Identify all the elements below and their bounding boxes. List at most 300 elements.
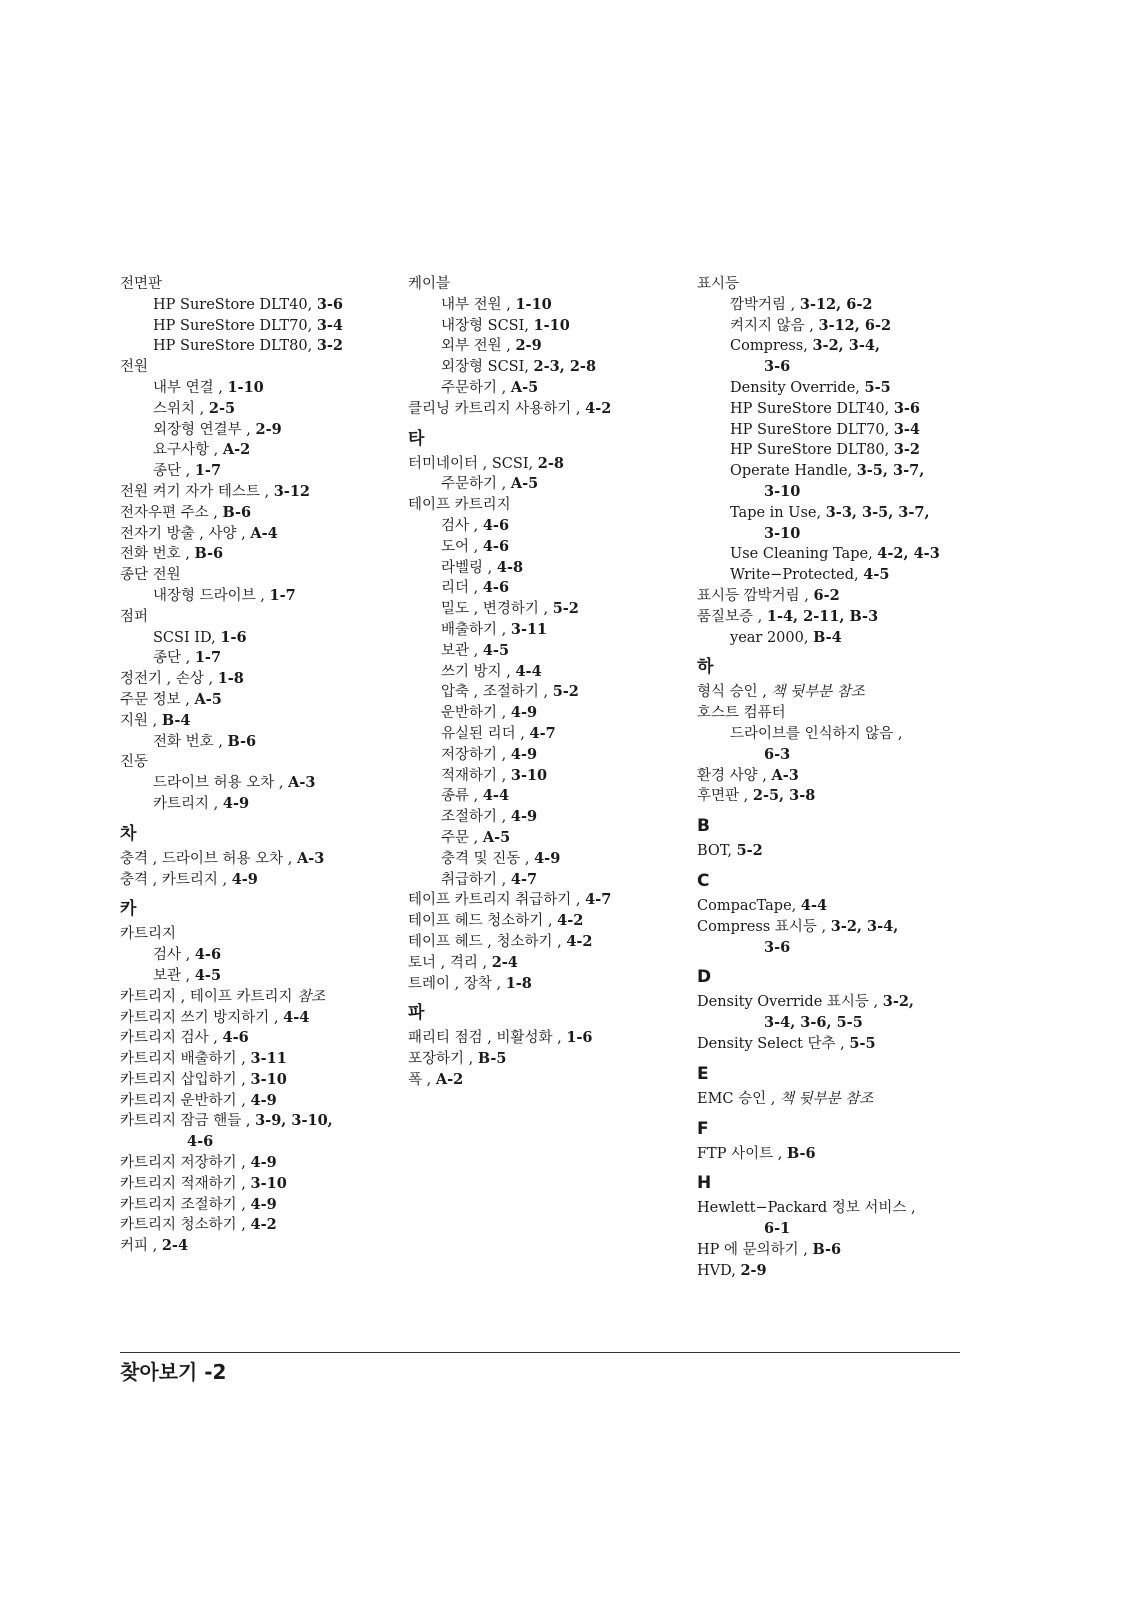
page-reference: 3-11 (250, 1050, 287, 1068)
entry-text: 리더 , (441, 580, 483, 597)
index-continuation (120, 1132, 390, 1153)
entry-text: 전원 (120, 359, 149, 376)
index-entry (120, 544, 390, 565)
page-reference: 3-2, 3-4, (812, 337, 881, 355)
index-subentry (408, 620, 678, 641)
entry-text: 주문하기 , (441, 379, 511, 396)
index-entry (120, 752, 390, 773)
entry-text: 외장형 SCSI, (441, 359, 534, 376)
entry-text: HP 에 문의하기 , (697, 1241, 813, 1258)
entry-text: 카트리지 , 테이프 카트리지 (120, 988, 298, 1005)
page-reference: 3-6 (316, 295, 344, 313)
entry-text: 내장형 드라이브 , (153, 587, 270, 604)
index-subentry (697, 378, 967, 399)
entry-text: HVD, (697, 1262, 741, 1279)
page-reference: A-2 (435, 1070, 464, 1088)
index-subentry (697, 295, 967, 316)
section-heading-text: B (697, 816, 710, 837)
index-subentry (408, 295, 678, 316)
page-reference: 3-10 (250, 1174, 287, 1192)
entry-text: 전면판 (120, 276, 163, 292)
page-reference: 4-9 (250, 1195, 277, 1213)
index-column-2 (408, 274, 678, 1091)
page-reference: A-3 (296, 849, 325, 867)
section-heading-text: H (697, 1173, 712, 1194)
section-letter (120, 890, 390, 924)
entry-text: 호스트 컴퓨터 (697, 705, 786, 722)
section-letter (408, 420, 678, 454)
entry-text: 주문 , (441, 829, 483, 846)
page-reference: A-4 (250, 524, 278, 542)
index-subentry (408, 336, 678, 357)
page-reference: 4-9 (510, 808, 538, 826)
footer-rule (120, 1352, 960, 1353)
page-reference: 4-7 (510, 870, 538, 888)
entry-text: SCSI ID, (153, 629, 221, 646)
page-reference: 3-6 (893, 399, 921, 417)
index-subentry (697, 628, 967, 649)
entry-text: 클리닝 카트리지 사용하기 , (408, 400, 586, 417)
entry-text: 카트리지 청소하기 , (120, 1217, 251, 1234)
entry-text: 표시등 (697, 276, 740, 292)
index-subentry (120, 420, 390, 441)
index-column-3 (697, 274, 967, 1281)
index-entry (408, 932, 678, 953)
index-continuation (697, 938, 967, 959)
page-reference: 4-6 (482, 579, 510, 597)
entry-text: 전화 번호 , (153, 733, 228, 750)
index-subentry (697, 440, 967, 461)
index-entry (120, 987, 390, 1008)
entry-text: 터미네이터 , SCSI, (408, 455, 538, 472)
index-entry (697, 1261, 967, 1282)
index-subentry (408, 578, 678, 599)
page-reference: 1-6 (220, 628, 247, 646)
entry-text: Operate Handle, (730, 463, 857, 480)
index-subentry (120, 461, 390, 482)
page-reference: 4-5 (482, 641, 510, 659)
entry-text: Density Override, (730, 379, 865, 396)
entry-text: CompacTape, (697, 897, 801, 914)
index-subentry (697, 724, 967, 745)
page-reference: A-5 (510, 378, 539, 396)
index-entry (408, 953, 678, 974)
index-subentry (697, 544, 967, 565)
entry-text: 스위치 , (153, 400, 209, 417)
index-entry (120, 1028, 390, 1049)
page-reference: A-5 (510, 475, 539, 493)
index-entry (408, 911, 678, 932)
index-subentry (408, 682, 678, 703)
index-entry (408, 1070, 678, 1091)
entry-text: 테이프 헤드 청소하기 , (408, 913, 558, 930)
index-entry (120, 924, 390, 945)
index-entry (697, 682, 967, 703)
index-entry (120, 1195, 390, 1216)
index-entry (697, 896, 967, 917)
entry-text: HP SureStore DLT70, (730, 421, 894, 438)
entry-text: 후면판 , (697, 788, 753, 805)
index-subentry (120, 966, 390, 987)
section-letter (408, 994, 678, 1028)
page-reference: A-2 (222, 441, 251, 459)
section-heading-text: E (697, 1063, 709, 1084)
page-reference: B-6 (812, 1240, 842, 1258)
entry-text: 전자기 방출 , 사양 , (120, 525, 251, 542)
section-letter (697, 1164, 967, 1198)
page-reference: 1-7 (194, 462, 222, 480)
page-reference: B-6 (227, 732, 257, 750)
index-entry (120, 1215, 390, 1236)
index-subentry (120, 440, 390, 461)
section-letter (697, 648, 967, 682)
entry-text: 테이프 카트리지 취급하기 , (408, 892, 586, 909)
entry-text: 테이프 헤드 , 청소하기 , (408, 933, 567, 950)
page-reference: 4-2, 4-3 (877, 545, 940, 563)
entry-text: 내부 전원 , (441, 296, 516, 313)
entry-text: 검사 , (153, 947, 195, 964)
entry-text: 주문 정보 , (120, 691, 195, 708)
index-entry (120, 1174, 390, 1195)
index-subentry (120, 648, 390, 669)
index-subentry (697, 316, 967, 337)
index-entry (408, 495, 678, 516)
see-reference: 책 뒷부분 참조 (779, 1090, 874, 1107)
index-subentry (408, 378, 678, 399)
entry-text: 형식 승인 , (697, 684, 772, 701)
page-reference: B-5 (477, 1050, 507, 1068)
page-reference: 1-6 (566, 1029, 593, 1047)
page-reference: 3-10 (764, 524, 801, 542)
page-reference: 3-4 (316, 316, 344, 334)
index-entry (120, 849, 390, 870)
page-reference: 2-9 (740, 1261, 767, 1279)
page-reference: 4-5 (863, 566, 890, 584)
entry-text: 보관 , (441, 642, 483, 659)
page-reference: B-6 (194, 545, 224, 563)
see-reference: 책 뒷부분 참조 (771, 684, 865, 701)
page-reference: 4-2 (585, 399, 612, 417)
page-reference: 4-2 (250, 1216, 277, 1234)
page-reference: 5-2 (552, 600, 579, 618)
index-subentry (120, 732, 390, 753)
page-reference: 4-2 (566, 932, 593, 950)
page-reference: B-6 (222, 503, 252, 521)
index-entry (120, 565, 390, 586)
index-entry (408, 1028, 678, 1049)
page-reference: 2-3, 2-8 (533, 358, 597, 376)
page-reference: 4-5 (194, 966, 222, 984)
section-heading-text: F (697, 1118, 709, 1139)
index-subentry (697, 461, 967, 482)
entry-text: 요구사항 , (153, 442, 223, 459)
index-subentry (408, 870, 678, 891)
page-reference: 6-1 (764, 1220, 791, 1238)
page-reference: 4-9 (510, 704, 538, 722)
index-entry (408, 274, 678, 295)
entry-text: 커피 , (120, 1238, 162, 1255)
index-entry (408, 890, 678, 911)
page-reference: 2-4 (161, 1237, 189, 1255)
entry-text: HP SureStore DLT80, (730, 442, 894, 459)
entry-text: Use Cleaning Tape, (730, 546, 878, 563)
entry-text: 종류 , (441, 788, 483, 805)
index-subentry (697, 420, 967, 441)
entry-text: 카트리지 적재하기 , (120, 1175, 251, 1192)
entry-text: 주문하기 , (441, 476, 511, 493)
entry-text: 토너 , 격리 , (408, 954, 492, 971)
index-entry (697, 841, 967, 862)
index-subentry (408, 724, 678, 745)
index-continuation (697, 1013, 967, 1034)
page-reference: 1-10 (515, 295, 552, 313)
page-reference: 3-12, 6-2 (818, 316, 892, 334)
index-continuation (697, 482, 967, 503)
page-reference: 5-5 (864, 378, 891, 396)
entry-text: EMC 승인 , (697, 1090, 780, 1107)
index-subentry (408, 807, 678, 828)
section-letter (697, 862, 967, 896)
page-reference: 4-2 (557, 912, 584, 930)
index-continuation (697, 524, 967, 545)
section-heading-text: 타 (408, 428, 425, 449)
index-subentry (408, 662, 678, 683)
index-subentry (408, 703, 678, 724)
page-reference: 2-9 (255, 420, 282, 438)
entry-text: 카트리지 , (153, 795, 223, 812)
page-reference: 4-7 (529, 724, 556, 742)
entry-text: 폭 , (408, 1071, 436, 1088)
entry-text: 충격 및 진동 , (441, 850, 535, 867)
index-entry (120, 1070, 390, 1091)
entry-text: 도어 , (441, 538, 483, 555)
entry-text: 카트리지 저장하기 , (120, 1155, 251, 1172)
index-subentry (697, 503, 967, 524)
entry-text: 점퍼 (120, 608, 149, 625)
index-subentry (408, 599, 678, 620)
entry-text: 카트리지 검사 , (120, 1030, 223, 1047)
index-entry (408, 1049, 678, 1070)
page-reference: 1-4, 2-11, B-3 (766, 607, 879, 625)
entry-text: 카트리지 잠금 핸들 , (120, 1113, 256, 1130)
page-reference: 4-6 (194, 946, 222, 964)
index-entry (120, 503, 390, 524)
page-reference: 4-6 (482, 537, 510, 555)
page-reference: 4-6 (482, 516, 510, 534)
index-subentry (408, 641, 678, 662)
index-entry (697, 274, 967, 295)
entry-text: 외부 전원 , (441, 338, 516, 355)
entry-text: 종단 , (153, 463, 195, 480)
section-letter (697, 1110, 967, 1144)
index-subentry (697, 399, 967, 420)
index-subentry (408, 357, 678, 378)
entry-text: 저장하기 , (441, 746, 511, 763)
index-entry (120, 1091, 390, 1112)
entry-text: 카트리지 조절하기 , (120, 1196, 251, 1213)
entry-text: 품질보증 , (697, 608, 767, 625)
entry-text: BOT, (697, 843, 737, 860)
page-reference: 4-7 (585, 891, 612, 909)
index-entry (408, 454, 678, 475)
entry-text: Tape in Use, (730, 504, 826, 521)
entry-text: 포장하기 , (408, 1051, 478, 1068)
index-subentry (408, 745, 678, 766)
page-reference: 6-3 (764, 745, 791, 763)
section-heading-text: 하 (697, 657, 714, 678)
index-entry (697, 1240, 967, 1261)
page-reference: 3-4, 3-6, 5-5 (764, 1014, 863, 1032)
index-entry (697, 607, 967, 628)
entry-text: 패리티 점검 , 비활성화 , (408, 1030, 567, 1047)
index-entry (120, 1049, 390, 1070)
entry-text: 켜지지 않음 , (730, 317, 819, 334)
index-subentry (120, 794, 390, 815)
entry-text: 테이프 카트리지 (408, 497, 511, 514)
entry-text: 트레이 , 장착 , (408, 975, 506, 992)
page-footer: 찾아보기 -2 (120, 1360, 227, 1384)
index-subentry (408, 849, 678, 870)
index-entry (697, 917, 967, 938)
entry-text: 조절하기 , (441, 809, 511, 826)
index-column-1 (120, 274, 390, 1257)
page-reference: 5-2 (552, 683, 579, 701)
page-reference: 2-5, 3-8 (752, 787, 816, 805)
page-reference: 3-9, 3-10, (255, 1112, 333, 1130)
entry-text: 전화 번호 , (120, 546, 195, 563)
index-entry (697, 1144, 967, 1165)
page-reference: 4-9 (534, 849, 561, 867)
page-reference: 3-2, (882, 993, 914, 1011)
page-reference: 4-9 (250, 1091, 277, 1109)
entry-text: 적재하기 , (441, 767, 511, 784)
entry-text: 카트리지 운반하기 , (120, 1092, 251, 1109)
entry-text: 전원 켜기 자가 테스트 , (120, 483, 274, 500)
entry-text: FTP 사이트 , (697, 1145, 787, 1162)
index-continuation (697, 1219, 967, 1240)
index-entry (120, 524, 390, 545)
entry-text: 취급하기 , (441, 871, 511, 888)
index-entry (120, 357, 390, 378)
section-letter (120, 815, 390, 849)
page-reference: 1-7 (269, 586, 296, 604)
entry-text: 배출하기 , (441, 621, 511, 638)
index-subentry (408, 316, 678, 337)
page-reference: 3-2, 3-4, (830, 917, 899, 935)
page-reference: 3-2 (893, 441, 921, 459)
section-heading-text: 차 (120, 823, 137, 844)
entry-text: 충격 , 카트리지 , (120, 871, 232, 888)
entry-text: 카트리지 쓰기 방지하기 , (120, 1009, 284, 1026)
page-reference: B-4 (813, 628, 842, 646)
page-reference: 3-5, 3-7, (856, 462, 925, 480)
page-reference: 3-3, 3-5, 3-7, (825, 503, 930, 521)
index-entry (120, 669, 390, 690)
page-reference: 4-9 (231, 870, 258, 888)
page-reference: 4-6 (187, 1133, 214, 1151)
index-entry (697, 703, 967, 724)
entry-text: 카트리지 삽입하기 , (120, 1071, 251, 1088)
page-reference: 2-5 (208, 399, 236, 417)
entry-text: Compress, (730, 338, 813, 355)
page-reference: 2-9 (515, 337, 542, 355)
page-reference: B-4 (161, 711, 191, 729)
index-entry (697, 992, 967, 1013)
section-heading-text: 카 (120, 899, 137, 920)
entry-text: 밀도 , 변경하기 , (441, 601, 553, 618)
index-entry (120, 1153, 390, 1174)
index-entry (120, 274, 390, 295)
entry-text: 진동 (120, 754, 149, 771)
page-reference: 3-12, 6-2 (799, 295, 873, 313)
page-reference: 2-4 (491, 953, 518, 971)
see-reference: 참조 (297, 988, 326, 1005)
entry-text: 라벨링 , (441, 559, 497, 576)
page-reference: 3-2 (316, 337, 344, 355)
index-entry (120, 1111, 390, 1132)
index-entry (408, 399, 678, 420)
page-reference: 3-10 (250, 1070, 287, 1088)
index-entry (697, 586, 967, 607)
page-reference: 1-8 (505, 974, 532, 992)
page-reference: 5-2 (736, 842, 763, 860)
index-entry (697, 1089, 967, 1110)
entry-text: 검사 , (441, 517, 483, 534)
entry-text: 전자우편 주소 , (120, 504, 223, 521)
section-heading-text: 파 (408, 1003, 425, 1024)
entry-text: 드라이브 허용 오차 , (153, 775, 289, 792)
entry-text: 압축 , 조절하기 , (441, 684, 553, 701)
entry-text: Hewlett−Packard 정보 서비스 , (697, 1200, 916, 1217)
page-reference: 1-10 (533, 316, 570, 334)
entry-text: year 2000, (730, 629, 814, 646)
index-subentry (120, 586, 390, 607)
page-reference: B-6 (786, 1144, 816, 1162)
section-letter (697, 807, 967, 841)
index-subentry (408, 828, 678, 849)
index-subentry (120, 316, 390, 337)
page-reference: 2-8 (537, 454, 564, 472)
entry-text: 쓰기 방지 , (441, 663, 516, 680)
page-reference: 3-10 (510, 766, 548, 784)
index-subentry (120, 378, 390, 399)
page-reference: A-5 (194, 690, 222, 708)
index-continuation (697, 357, 967, 378)
entry-text: HP SureStore DLT40, (730, 400, 894, 417)
page-reference: 4-4 (515, 662, 542, 680)
entry-text: Compress 표시등 , (697, 918, 831, 935)
page-reference: 1-10 (227, 378, 264, 396)
page-reference: 5-5 (849, 1034, 876, 1052)
entry-text: 충격 , 드라이브 허용 오차 , (120, 850, 297, 867)
page-reference: A-3 (288, 774, 316, 792)
index-entry (120, 690, 390, 711)
index-subentry (120, 945, 390, 966)
page-reference: 4-4 (482, 787, 510, 805)
index-subentry (408, 766, 678, 787)
section-letter (697, 958, 967, 992)
page-reference: 3-10 (764, 482, 801, 500)
index-subentry (120, 773, 390, 794)
entry-text: 내부 연결 , (153, 379, 228, 396)
page-reference: 4-6 (222, 1029, 249, 1047)
index-entry (697, 786, 967, 807)
page-reference: 3-12 (273, 482, 311, 500)
index-subentry (408, 516, 678, 537)
page-reference: 4-4 (283, 1008, 310, 1026)
index-entry (120, 711, 390, 732)
index-subentry (120, 628, 390, 649)
